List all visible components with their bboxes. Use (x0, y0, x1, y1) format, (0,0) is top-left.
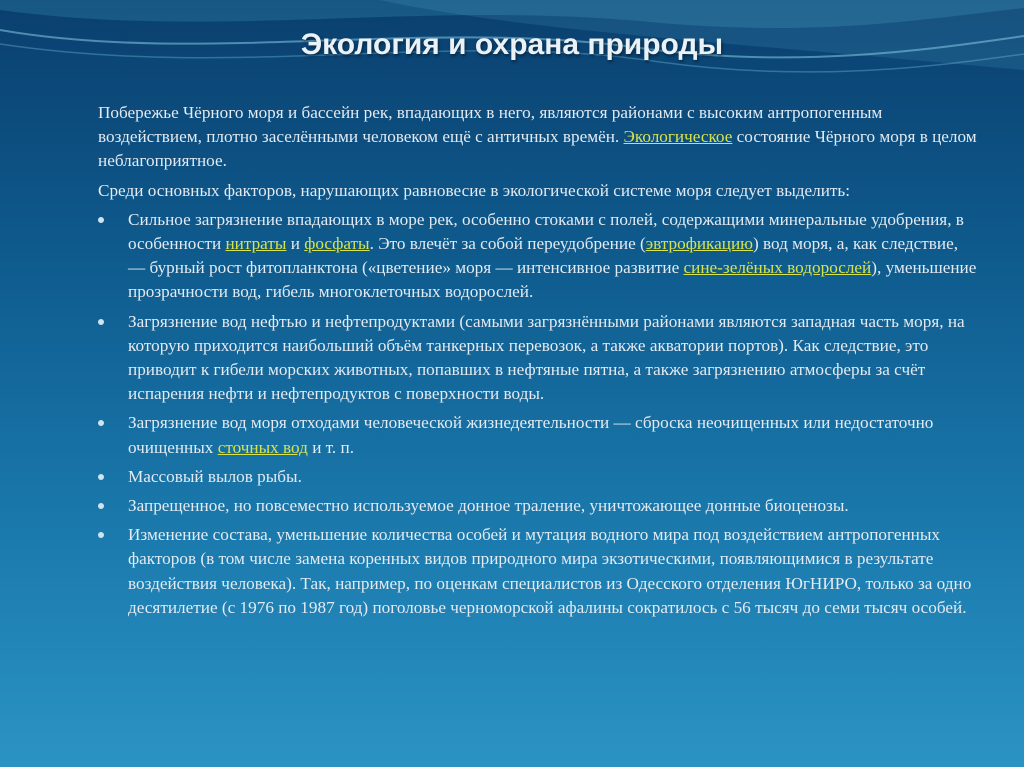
intro-paragraph (98, 101, 978, 174)
text-link[interactable]: сине-зелёных водорослей (683, 258, 872, 278)
bullet-list (98, 208, 978, 620)
text-run: Запрещенное, но повсеместно используемое донное траление, уничтожающее донные биоценозы. (128, 496, 849, 516)
text-run: . Это влечёт за собой переудобрение ( (369, 234, 646, 254)
slide-body (98, 101, 978, 625)
text-run: ), уменьшение прозрачности вод, гибель многоклеточных водорослей. (128, 258, 977, 302)
text-run: Изменение состава, уменьшение количества особей и мутация водного мира под воздействием антропогенных факторов (в том числе замена коренных видов природного мира экзотическими, появляющимися в результате воздействия человека). Так, например, по оценкам специалистов из Одесского отделения ЮгНИРО, только за одно десятилетие (с 1976 по 1987 год) поголовье черноморской афалины сократилось с 56 тысяч до семи тысяч особей. (128, 525, 972, 617)
text-run: Массовый вылов рыбы. (128, 466, 302, 486)
text-link[interactable]: нитраты (225, 234, 287, 254)
text-run: состояние Чёрного моря в целом неблагоприятное. (98, 127, 977, 171)
text-link[interactable]: сточных вод (217, 437, 308, 457)
bullet-item (98, 411, 978, 459)
bullet-dot-icon (98, 319, 104, 325)
slide-title: Экология и охрана природы (300, 28, 724, 61)
bullet-dot-icon (98, 503, 104, 509)
bullet-item (98, 465, 978, 489)
bullet-dot-icon (98, 532, 104, 538)
text-run: Побережье Чёрного моря и бассейн рек, впадающих в него, являются районами с высоким антропогенным воздействием, плотно заселёнными человеком ещё с античных времён. (98, 103, 883, 147)
text-link[interactable]: фосфаты (304, 234, 370, 254)
bullet-item (98, 208, 978, 305)
bullet-item (98, 523, 978, 620)
bullet-dot-icon (98, 420, 104, 426)
text-run: ) вод моря, а, как следствие, — бурный рост фитопланктона («цветение» моря — интенсивное развитие (128, 234, 959, 278)
text-run: Загрязнение вод нефтью и нефтепродуктами (самыми загрязнёнными районами являются западная часть моря, на которую приходится наибольший объём танкерных перевозок, а также акватории портов). Как следствие, это приводит к гибели морских животных, попавших в нефтяные пятна, а также загрязнению атмосферы за счёт испарения нефти и нефтепродуктов с поверхности воды. (128, 311, 965, 404)
text-link[interactable]: Экологическое (623, 127, 733, 147)
bullet-dot-icon (98, 474, 104, 480)
intro-paragraph (98, 179, 978, 203)
text-run: Загрязнение вод моря отходами человеческой жизнедеятельности — сброска неочищенных или недостаточно очищенных (128, 413, 934, 457)
bullet-dot-icon (98, 217, 104, 223)
intro-paragraphs (98, 101, 978, 203)
text-run: и т. п. (307, 437, 354, 457)
text-run: Среди основных факторов, нарушающих равновесие в экологической системе моря следует выделить: (98, 180, 851, 200)
bullet-item (98, 310, 978, 407)
text-run: Сильное загрязнение впадающих в море рек, особенно стоками с полей, содержащими минеральные удобрения, в особенности (128, 209, 964, 254)
text-link[interactable]: эвтрофикацию (645, 234, 753, 254)
bullet-item (98, 494, 978, 518)
text-run: и (286, 234, 305, 254)
